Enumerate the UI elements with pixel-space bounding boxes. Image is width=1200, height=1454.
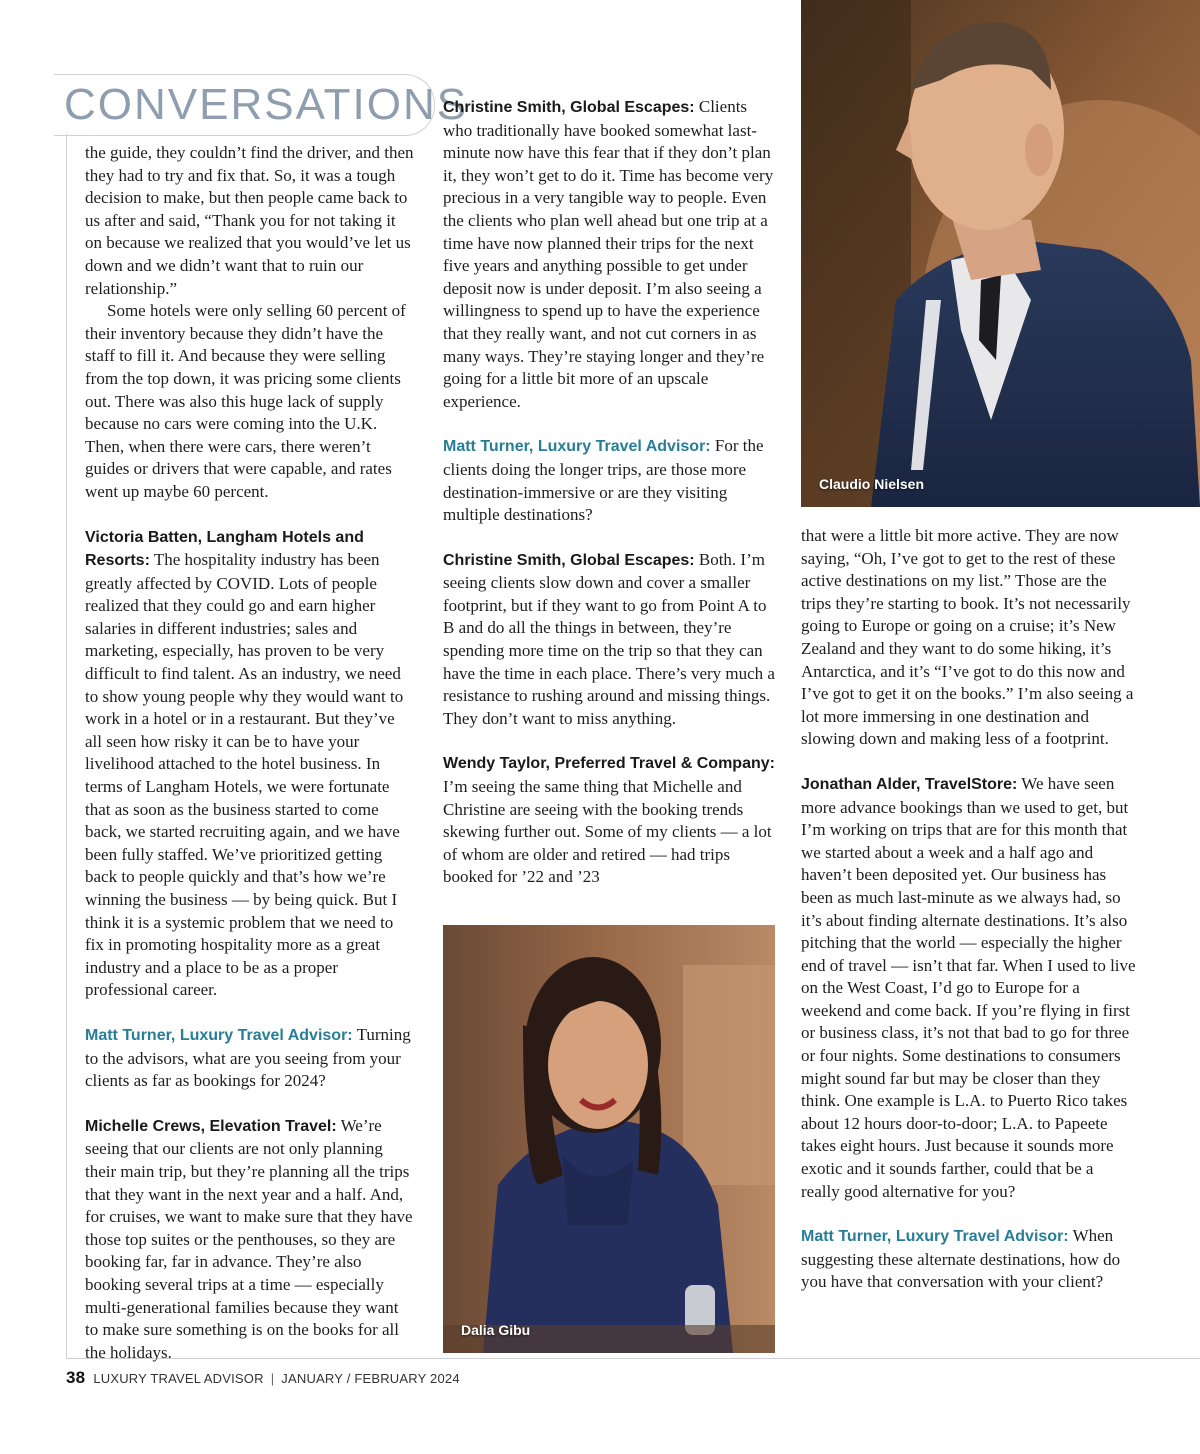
column-middle (443, 96, 776, 911)
paragraph-continued: that were a little bit more active. They are now saying, “Oh, I’ve got to get to the rest of these active destinations on my list.” Those are the trips they’re starting to book. It’s not necessarily going to Europe or going on a cruise; it’s New Zealand and they want to do some hiking, it’s Antarctica, and it’s “I’ve got to do this now and I’ve got to get it on the books.” I’m also seeing a lot more immersing in one destination and slowing down and making less of a footprint. (801, 526, 1134, 749)
quote-text: I’m seeing the same thing that Michelle and Christine are seeing with the booking trends skewing further out. Some of my clients — a lot of whom are older and retired — had trips booked for ’22 and ’23 (443, 777, 772, 887)
quote-wendy-taylor (443, 752, 776, 889)
photo-caption: Dalia Gibu (461, 1322, 531, 1338)
quote-jonathan-alder (801, 773, 1136, 1203)
page-border-left (66, 134, 67, 1359)
speaker-matt-turner: Matt Turner, Luxury Travel Advisor: (443, 438, 711, 456)
footer-separator: | (270, 1371, 275, 1386)
speaker-wendy-taylor: Wendy Taylor, Preferred Travel & Company: (443, 755, 775, 773)
quote-text: Clients who traditionally have booked somewhat last-minute now have this fear that if they don’t plan it, they won’t get to do it. Time has become very precious in a very tangible way to people. Even the clients who plan well ahead but one trip at a time have now planned their trips for the next five years and anything possible to get under deposit now is under deposit. I’m also seeing a willingness to spend up to have the experience that they really want, and not cut corners in as many ways. They’re staying longer and they’re going for a little bit more of an upscale experience. (443, 97, 774, 411)
quote-christine-smith (443, 96, 776, 413)
quote-christine-smith (443, 549, 776, 731)
quote-text: Both. I’m seeing clients slow down and cover a smaller footprint, but if they want to go from Point A to B and do all the things in between, they’re spending more time on the trip so that they can have the time in each place. There’s very much a resistance to rushing around and missing things. They don’t want to miss anything. (443, 549, 775, 728)
publication-name: LUXURY TRAVEL ADVISOR (93, 1371, 264, 1386)
photo-caption: Claudio Nielsen (819, 476, 925, 492)
section-title: CONVERSATIONS (64, 80, 469, 129)
speaker-christine-smith: Christine Smith, Global Escapes: (443, 551, 695, 569)
portrait-woman-illustration (443, 925, 775, 1353)
column-right (801, 525, 1136, 1316)
quote-text: Turning to the advisors, what are you seeing from your clients as far as bookings for 2024? (85, 1024, 411, 1091)
paragraph-continued: the guide, they couldn’t find the driver, and then they had to try and fix that. So, it was a tough decision to make, but then people came back to us after and said, “Thank you for not taking it on because we realized that you would’ve let us down and we didn’t want that to ruin our relationship.” (85, 143, 414, 298)
issue-date: JANUARY / FEBRUARY 2024 (281, 1371, 460, 1386)
portrait-man-illustration (801, 0, 1200, 507)
paragraph-hotels: Some hotels were only selling 60 percent of their inventory because they didn’t have the staff to fill it. And because they were selling from the top down, it was pricing some clients out. There was also this huge lack of supply because no cars were coming into the U.K. Then, when there were cars, there weren’t guides or drivers that were capable, and rates went up maybe 60 percent. (85, 301, 406, 501)
quote-text: We’re seeing that our clients are not only planning their main trip, but they’re planning all the trips that they want in the next year and a half. And, for cruises, we want to make sure that they have those top suites or the penthouses, so they are booking far, far in advance. They’re also booking several trips at a time — especially multi-generational families because they want to make sure something is on the books for all the holidays. (85, 1115, 413, 1362)
photo-dalia-gibu (443, 925, 775, 1353)
speaker-christine-smith: Christine Smith, Global Escapes: (443, 99, 695, 116)
speaker-victoria-batten: Victoria Batten, Langham Hotels and Resorts: (85, 528, 364, 570)
quote-text: The hospitality industry has been greatly affected by COVID. Lots of people realized that they could go and earn higher salaries in different industries; sales and marketing, especially, has proven to be very difficult to find talent. As an industry, we need to show young people why they would want to work in a hotel or in a restaurant. But they’ve all seen how risky it can be to have your livelihood attached to the hotel business. In terms of Langham Hotels, we were fortunate that as soon as the business started to come back, we started recruiting again, and we have been fully staffed. We’ve prioritized getting back to people quickly and that’s how we’re winning the business — by being quick. But I think it is a systemic problem that we need to fix in promoting hospitality more as a great industry and a place to be as a proper professional career. (85, 550, 404, 1000)
question-matt-turner (85, 1024, 415, 1093)
page-number: 38 (66, 1368, 86, 1387)
speaker-matt-turner: Matt Turner, Luxury Travel Advisor: (801, 1228, 1069, 1246)
quote-michelle-crews (85, 1115, 415, 1365)
speaker-matt-turner: Matt Turner, Luxury Travel Advisor: (85, 1026, 353, 1044)
quote-victoria-batten (85, 526, 415, 1002)
speaker-jonathan-alder: Jonathan Alder, TravelStore: (801, 775, 1018, 793)
photo-claudio-nielsen (801, 0, 1200, 507)
quote-text: We have seen more advance bookings than we used to get, but I’m working on trips that are for this month that we started about a week and a half ago and haven’t been deposited yet. Our business has been as much last-minute as we always had, so it’s about finding alternate destinations. It’s also pitching that the world — especially the higher end of travel — isn’t that far. When I used to live on the West Coast, I’d go to Europe for a weekend and come back. If you’re flying in first or business class, it’s not that bad to go for three or four nights. Some destinations to consumers might sound far but may be closer than they think. One example is L.A. to Puerto Rico takes about 12 hours door-to-door; L.A. to Papeete takes eight hours. Just because it sounds more exotic and it sounds farther, could that be a really good alternative for you? (801, 773, 1136, 1201)
question-matt-turner (801, 1225, 1136, 1294)
quote-text: When suggesting these alternate destinations, how do you have that conversation with your client? (801, 1226, 1121, 1292)
question-matt-turner (443, 435, 776, 526)
column-left (85, 142, 415, 1386)
page-footer (66, 1368, 460, 1388)
quote-text: For the clients doing the longer trips, are those more destination-immersive or are they visiting multiple destinations? (443, 436, 764, 525)
speaker-michelle-crews: Michelle Crews, Elevation Travel: (85, 1117, 337, 1135)
